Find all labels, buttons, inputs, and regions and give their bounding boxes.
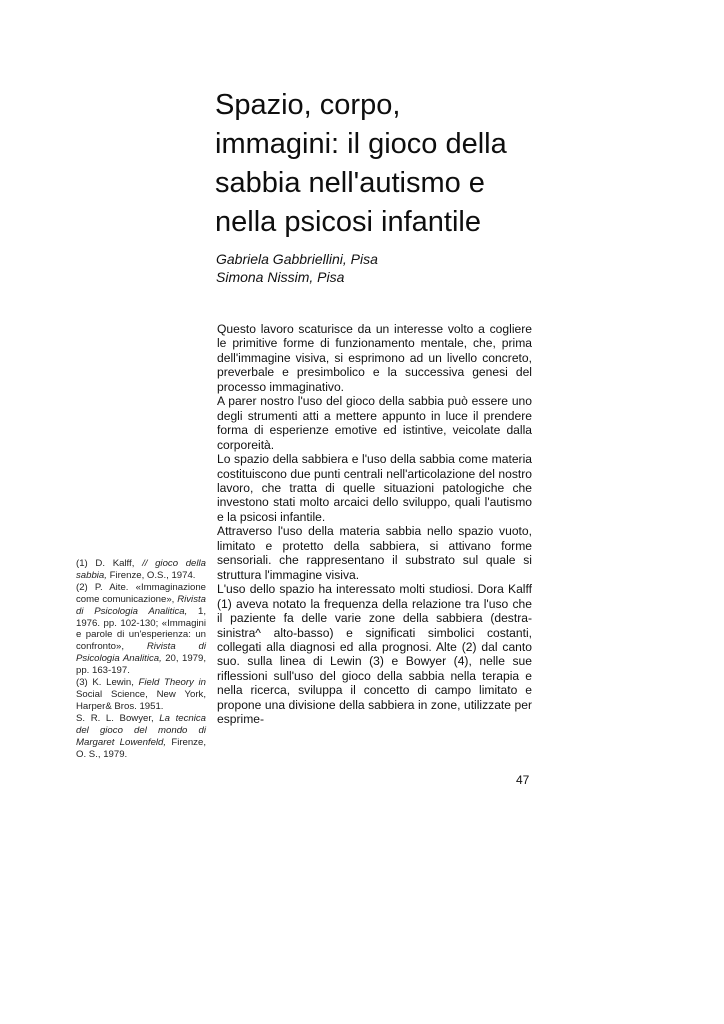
footnote-italic: Rivista di Psicologia Analitica, — [76, 593, 206, 617]
paragraph: Questo lavoro scaturisce da un interesse volto a cogliere le primitive forme di funzionamento mentale, che, prima dell'immagine visiva, si esprimono ad un livello concreto, preverbale e presimbolico e la successiva genesi del processo immaginativo. — [217, 322, 532, 394]
author-list — [216, 250, 546, 286]
title-line: nella psicosi infantile — [215, 206, 481, 238]
title-line: Spazio, corpo, — [215, 89, 401, 121]
footnote-text: (3) K. Lewin, — [76, 677, 139, 689]
title-line: immagini: il gioco della — [215, 128, 507, 160]
paragraph: A parer nostro l'uso del gioco della sabbia può essere uno degli strumenti atti a mettere appunto in luce il prendere forma di esperienze emotive ed istintive, veicolate dalla corporeità. — [217, 394, 532, 452]
title-line: sabbia nell'autismo e — [215, 167, 485, 199]
paragraph: Attraverso l'uso della materia sabbia nello spazio vuoto, limitato e protetto della sabbiera, si attivano forme sensoriali. che rappresentano il substrato sul quale si struttura l'immagine visiva. — [217, 524, 532, 582]
paragraph: L'uso dello spazio ha interessato molti studiosi. Dora Kalff (1) aveva notato la frequenza della relazione tra l'uso che il paziente fa delle varie zone della sabbiera (destra-sinistra^ alto-basso) e significati simbolici costanti, collegati alla diagnosi ed alla prognosi. Alte (2) dal canto suo. sulla linea di Lewin (3) e Bowyer (4), nelle sue riflessioni sull'uso del gioco della sabbia nella terapia e nella ricerca, sviluppa il concetto di campo limitato e propone una divisione della sabbiera in zone, utilizzate per esprime- — [217, 582, 532, 727]
footnote-italic: La tecnica del gioco del mondo di Margaret Lowenfeld, — [76, 712, 206, 748]
footnote-4 — [76, 713, 206, 761]
author: Simona Nissim, Pisa — [216, 269, 345, 285]
footnote-text: 20, 1979, pp. 163-197. — [76, 653, 206, 677]
footnote-text: S. R. L. Bowyer, — [76, 712, 160, 724]
footnote-text: Firenze, O. S., 1979. — [76, 736, 206, 760]
footnote-text: (1) D. Kalff, — [76, 558, 143, 569]
footnote-text: 1, 1976. pp. 102-130; «Immagini e parole di un'esperienza: un confronto», — [76, 605, 206, 653]
article-title — [215, 86, 575, 242]
footnote-italic: // gioco della sabbia, — [76, 558, 206, 581]
body-text — [217, 322, 532, 727]
footnote-2 — [76, 582, 206, 677]
footnote-text: (2) P. Aite. «Immaginazione come comunicazione», — [76, 581, 206, 605]
footnote-text: Social Science, New York, Harper& Bros. 1951. — [76, 688, 206, 712]
footnote-1 — [76, 558, 206, 582]
footnote-italic: Field Theory in — [138, 677, 206, 689]
footnote-text: Firenze, O.S., 1974. — [106, 569, 196, 581]
footnote-3 — [76, 677, 206, 713]
author: Gabriela Gabbriellini, Pisa — [216, 251, 378, 267]
paragraph: Lo spazio della sabbiera e l'uso della sabbia come materia costituiscono due punti centrali nell'articolazione del nostro lavoro, che tratta di quelle situazioni patologiche che investono stati molto arcaici dello sviluppo, quali l'autismo e la psicosi infantile. — [217, 452, 532, 524]
footnote-italic: Rivista di Psicologia Analitica, — [76, 641, 206, 665]
footnotes — [76, 558, 206, 760]
page-number: 47 — [516, 773, 530, 787]
